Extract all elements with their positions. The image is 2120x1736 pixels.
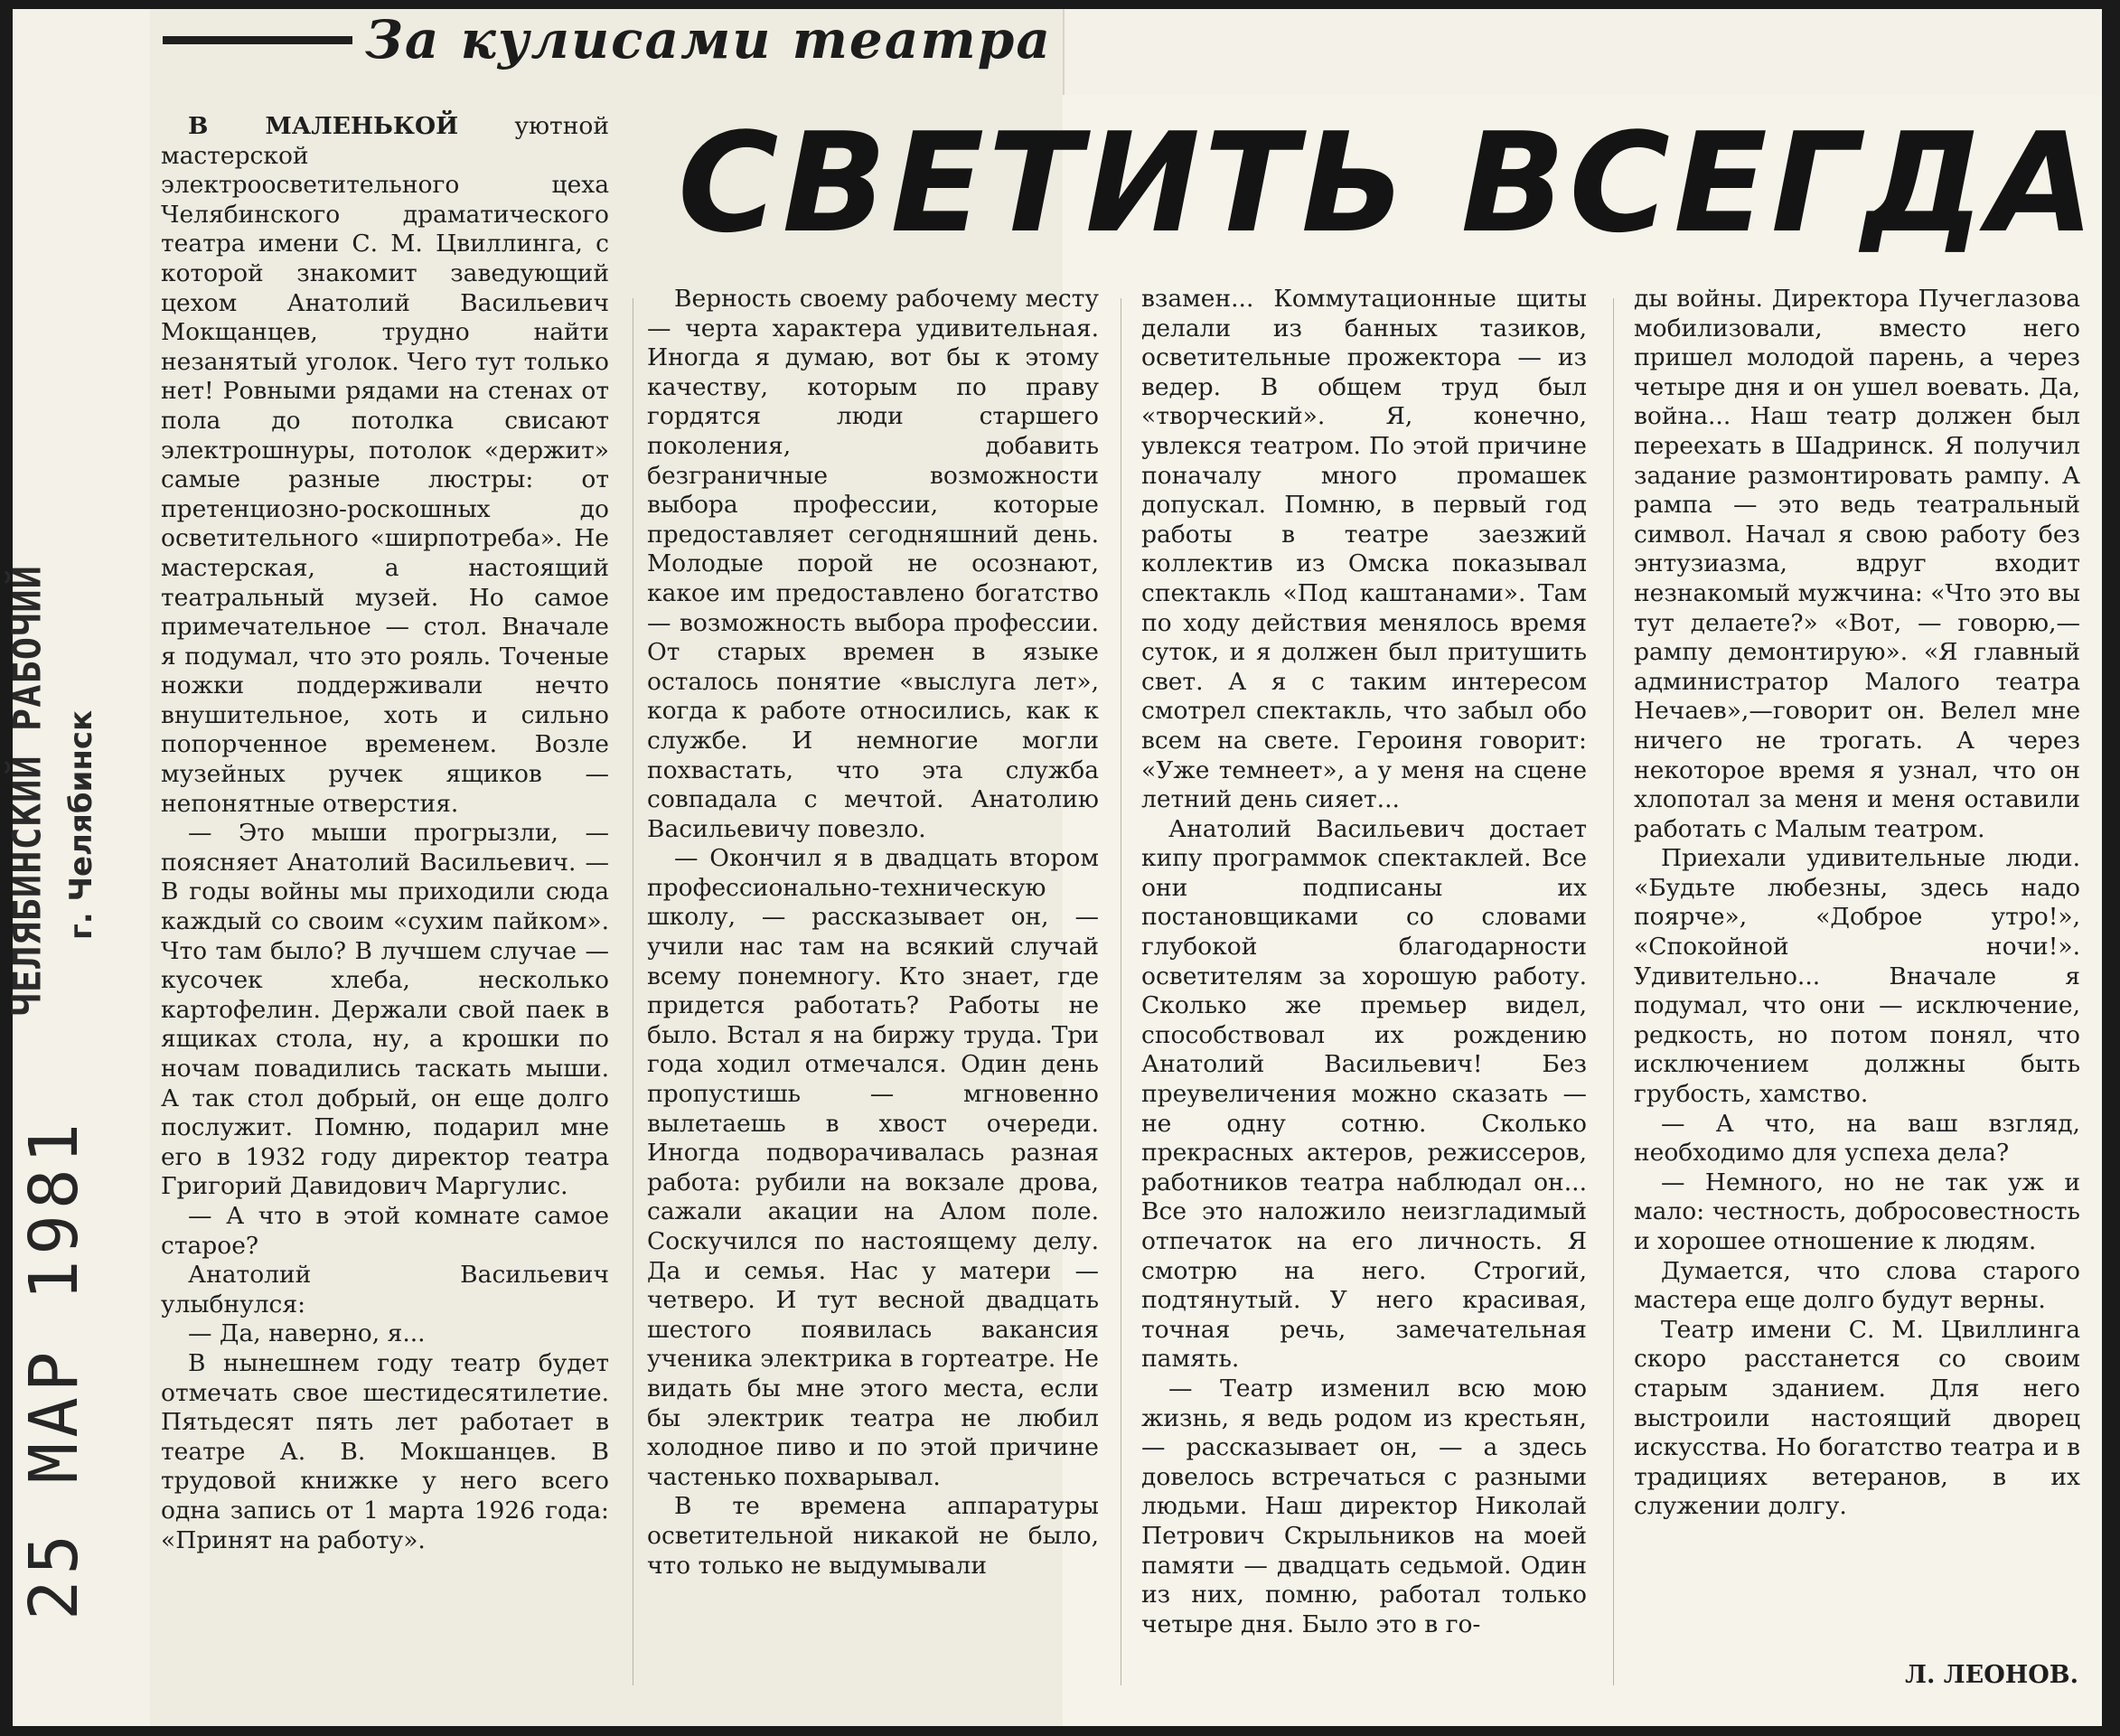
paragraph-text: Театр имени С. М. Цвиллинга скоро расстанется со своим старым зданием. Для него выстроили настоящий дворец искусства. Но богатство театра и в традициях ветеранов, в их служении долгу.: [1634, 1315, 2080, 1521]
article-paragraph: [161, 1349, 609, 1555]
paragraph-text: В те времена аппаратуры осветительной никакой не было, что только не выдумывали: [647, 1492, 1099, 1580]
article-paragraph: [1634, 1168, 2080, 1257]
article-column-3: [1141, 285, 1587, 1639]
paragraph-text: — А что, на ваш взгляд, необходимо для успеха дела?: [1634, 1109, 2080, 1168]
article-paragraph: [1634, 1110, 2080, 1168]
article-column-4: [1634, 285, 2080, 1522]
paragraph-text: Думается, что слова старого мастера еще долго будут верны.: [1634, 1256, 2080, 1315]
paragraph-text: — Да, наверно, я...: [188, 1319, 426, 1348]
article-column-1: [161, 112, 609, 1555]
article-paragraph: [1634, 844, 2080, 1109]
paragraph-text: Верность своему рабочему месту — черта характера удивительная. Иногда я думаю, вот бы к этому качеству, которым по праву гордятся люди старшего поколения, добавить безграничные возможности выбора профессии, которые предоставляет сегодняшний день. Молодые порой не осознают, какое им предоставлено богатство — возможность выбора профессии. От старых времен в языке осталось понятие «выслуга лет», когда к работе относились, как к службе. И немногие могли похвастать, что эта служба совпадала с мечтой. Анатолию Васильевичу повезло.: [647, 285, 1099, 843]
paragraph-text: Приехали удивительные люди. «Будьте любезны, здесь надо поярче», «Доброе утро!», «Спокойной ночи!». Удивительно... Вначале я подумал, что они — исключение, редкость, но потом понял, что исключением должны быть грубость, хамство.: [1634, 844, 2080, 1109]
article-paragraph: [1634, 1257, 2080, 1316]
article-paragraph: [161, 112, 609, 819]
article-paragraph: [1634, 1316, 2080, 1522]
article-column-2: [647, 285, 1099, 1581]
rubric-rule: [163, 36, 352, 44]
section-rubric: [163, 9, 1052, 70]
stamp-city: г. Челябинск: [63, 709, 99, 940]
paragraph-text: уютной мастерской электроосветительного цеха Челябинского драматического театра имени С. М. Цвиллинга, с которой знакомит заведующий цехом Анатолий Васильевич Мокщанцев, трудно найти незанятый уголок. Чего тут только нет! Ровными рядами на стенах от пола до потолка свисают электрошнуры, потолок «держит» самые разные люстры: от претенциозно-роскошных до осветительного «ширпотреба». Не мастерская, а настоящий театральный музей. Но самое примечательное — стол. Вначале я подумал, что это рояль. Точеные ножки поддерживали нечто внушительное, хоть и сильно попорченное временем. Возле музейных ручек ящиков — непонятные отверстия.: [161, 112, 609, 818]
archive-stamp: [0, 0, 136, 1717]
article-paragraph: [1141, 285, 1587, 815]
article-paragraph: [1141, 815, 1587, 1375]
article-paragraph: [161, 819, 609, 1202]
article-paragraph: [161, 1261, 609, 1319]
article-headline: СВЕТИТЬ ВСЕГДА: [678, 103, 2098, 263]
article-paragraph: [647, 844, 1099, 1492]
paragraph-text: — Это мыши прогрызли, — поясняет Анатолий Васильевич. — В годы войны мы приходили сюда каждый со своим «сухим пайком». Что там было? В лучшем случае — кусочек хлеба, несколько картофелин. Держали свой паек в ящиках стола, ну, а крошки по ночам повадились таскать мыши. А так стол добрый, он еще долго послужит. Помню, подарил мне его в 1932 году директор театра Григорий Давидович Маргулис.: [161, 819, 609, 1201]
paragraph-text: Анатолий Васильевич достает кипу программок спектаклей. Все они подписаны их постановщиками со словами глубокой благодарности осветителям за хорошую работу. Сколько же премьер видел, способствовал их рождению Анатолий Васильевич! Без преувеличения можно сказать — не одну сотню. Сколько прекрасных актеров, режиссеров, работников театра наблюдал он... Все это наложило неизгладимый отпечаток на его личность. Я смотрю на него. Строгий, подтянутый. У него красивая, точная речь, замечательная память.: [1141, 814, 1587, 1374]
paragraph-text: ды войны. Директора Пучеглазова мобилизовали, вместо него пришел молодой парень, а через четыре дня и он ушел воевать. Да, война... Наш театр должен был переехать в Шадринск. Я получил задание размонтировать рампу. А рампа — это ведь театральный символ. Начал я свою работу без энтузиазма, вдруг входит незнакомый мужчина: «Что это вы тут делаете?» «Вот, — говорю,—рампу демонтирую». «Я главный администратор Малого театра Нечаев»,—говорит он. Велел мне ничего не трогать. А через некоторое время я узнал, что он хлопотал за меня и меня оставили работать с Малым театром.: [1634, 285, 2080, 843]
author-byline: Л. ЛЕОНОВ.: [1905, 1661, 2078, 1689]
paragraph-text: взамен... Коммутационные щиты делали из банных тазиков, осветительные прожектора — из ведер. В общем труд был «творческий». Я, конечно, увлекся театром. По этой причине поначалу много промашек допускал. Помню, в первый год работы в театре заезжий коллектив из Омска показывал спектакль «Под каштанами». Там по ходу действия менялось время суток, и я должен был притушить свет. А я с таким интересом смотрел спектакль, что забыл обо всем на свете. Героиня говорит: «Уже темнеет», а у меня на сцене летний день сияет...: [1141, 285, 1587, 814]
article-paragraph: [1141, 1375, 1587, 1639]
column-divider: [1613, 298, 1614, 1685]
article-paragraph: [161, 1319, 609, 1349]
lead-in-caps: В МАЛЕНЬКОЙ: [188, 112, 459, 140]
article-paragraph: [647, 285, 1099, 844]
article-paragraph: [1634, 285, 2080, 844]
paragraph-text: — А что в этой комнате самое старое?: [161, 1201, 609, 1260]
paragraph-text: Анатолий Васильевич улыбнулся:: [161, 1261, 609, 1318]
rubric-title: За кулисами театра: [365, 9, 1052, 70]
stamp-date: 25 МАР 1981: [15, 1117, 93, 1620]
paragraph-text: В нынешнем году театр будет отмечать свое шестидесятилетие. Пятьдесят пять лет работает в театре А. В. Мокшанцев. В трудовой книжке у него всего одна запись от 1 марта 1926 года: «Принят на работу».: [161, 1348, 609, 1554]
article-paragraph: [647, 1492, 1099, 1581]
stamp-newspaper-name: ЧЕЛЯБИНСКИЙ РАБОЧИЙ: [5, 565, 50, 1017]
paragraph-text: — Окончил я в двадцать втором профессионально-техническую школу, — рассказывает он, — учили нас там на всякий случай всему понемногу. Кто знает, где придется работать? Работы не было. Встал я на биржу труда. Три года ходил отмечался. Один день пропустишь — мгновенно вылетаешь в хвост очереди. Иногда подворачивалась разная работа: рубили на вокзале дрова, сажали акации на Алом поле. Соскучился по настоящему делу. Да и семья. Нас у матери — четверо. И тут весной двадцать шестого появилась вакансия ученика электрика в гортеатре. Не видать бы мне этого места, если бы электрик театра не любил холодное пиво и по этой причине частенько похварывал.: [647, 844, 1099, 1491]
article-paragraph: [161, 1202, 609, 1261]
paragraph-text: — Немного, но не так уж и мало: честность, добросовестность и хорошее отношение к людям.: [1634, 1168, 2080, 1255]
paragraph-text: — Театр изменил всю мою жизнь, я ведь родом из крестьян, — рассказывает он, — а здесь довелось встречаться с разными людьми. Наш директор Николай Петрович Скрыльников на моей памяти — двадцать седьмой. Один из них, помню, работал только четыре дня. Было это в го-: [1141, 1374, 1587, 1638]
